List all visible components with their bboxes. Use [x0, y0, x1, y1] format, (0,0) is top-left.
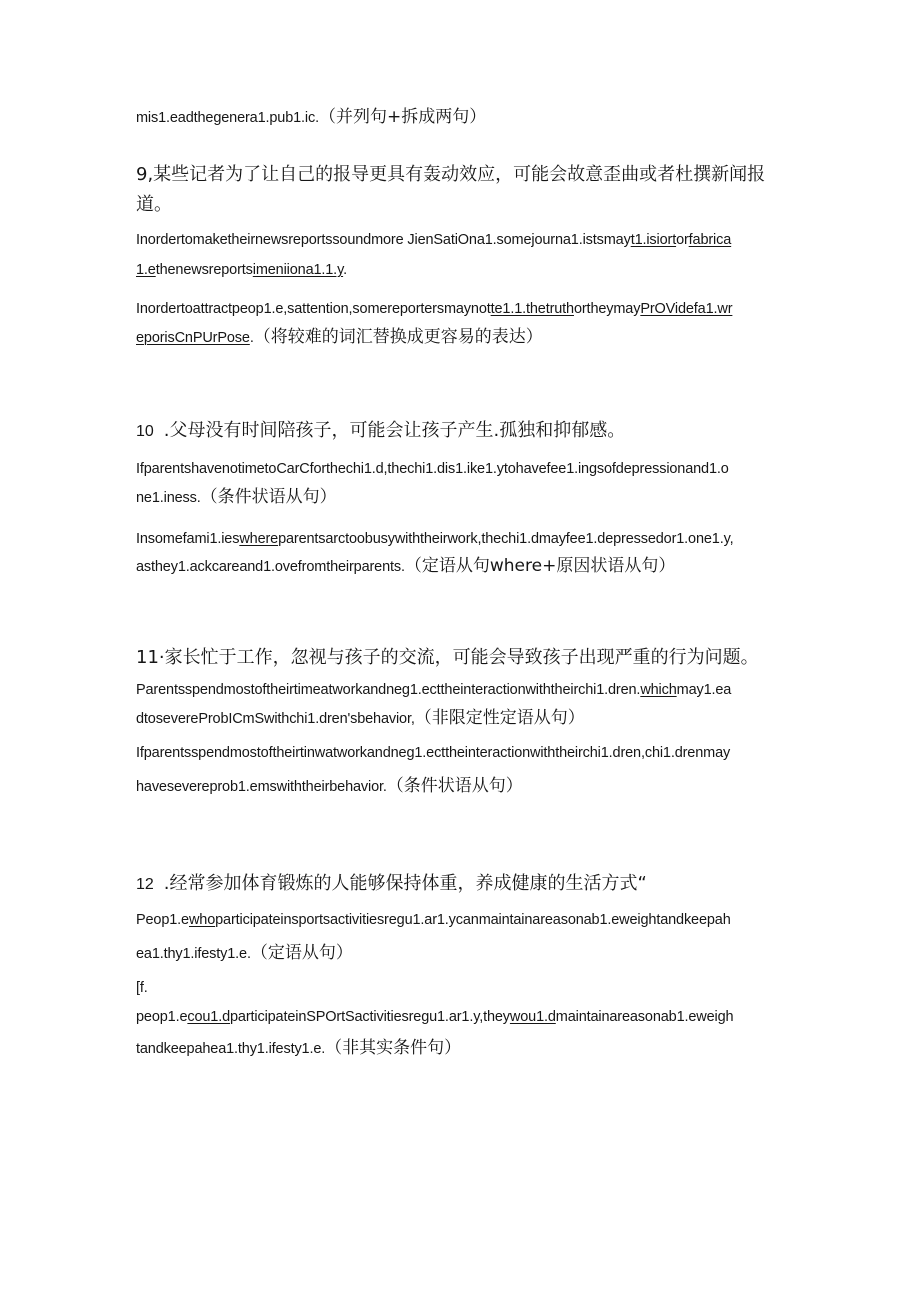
- underlined-text: cou1.d: [187, 1009, 231, 1025]
- item-10-answer-1-line-1: [136, 458, 729, 480]
- answer-text: ne1.iness.: [136, 490, 201, 506]
- answer-text: peop1.e: [136, 1009, 188, 1025]
- item-10-question-line: [136, 420, 625, 442]
- underlined-text: fabrica: [688, 232, 732, 248]
- item-12-answer-1-line-1: [136, 909, 731, 931]
- fragment-line: [136, 106, 486, 128]
- answer-text: parentsarctoobusywiththeirwork,thechi1.dmayfee1.depressedor1.one1.y,: [278, 531, 734, 547]
- item-9-question-line-2: [136, 194, 172, 216]
- answer-text: Inordertoattractpeop1.e,sattention,somereportersmaynot: [136, 301, 491, 317]
- item-12-answer-1-line-2: [136, 942, 353, 964]
- item-9-answer-1-line-2: [136, 259, 347, 281]
- answer-text: or: [676, 232, 689, 248]
- underlined-text: t1.isiort: [630, 232, 677, 248]
- item-9-question-text: 9,某些记者为了让自己的报导更具有轰动效应，可能会故意歪曲或者杜撰新闻报: [136, 164, 766, 185]
- item-11-answer-2-line-2: [136, 775, 523, 797]
- item-number: 12: [136, 876, 154, 893]
- answer-text: .: [343, 262, 347, 278]
- grammar-note: （将较难的词汇替换成更容易的表达）: [253, 327, 543, 347]
- answer-text: maintainareasonab1.eweigh: [555, 1009, 734, 1025]
- item-12-answer-2-line-3: [136, 1037, 461, 1059]
- answer-text: .: [249, 330, 254, 346]
- answer-text: ea1.thy1.ifesty1.e.: [136, 946, 251, 962]
- item-10-answer-1-line-2: [136, 486, 337, 508]
- item-10-question-text: .父母没有时间陪孩子，可能会让孩子产生.孤独和抑郁感。: [163, 420, 626, 441]
- answer-text: ortheymay: [573, 301, 641, 317]
- grammar-note: （非其实条件句）: [325, 1038, 462, 1058]
- underlined-text: 1.e: [136, 262, 156, 278]
- item-12-answer-2-line-1: [136, 977, 148, 999]
- answer-text: Peop1.e: [136, 912, 189, 928]
- answer-text: IfparentshavenotimetoCarCforthechi1.d,thechi1.dis1.ike1.ytohavefee1.ingsofdepressionand1.o: [136, 461, 729, 477]
- answer-text: thenewsreports: [155, 262, 253, 278]
- grammar-note: （定语从句）: [250, 943, 353, 963]
- answer-text: asthey1.ackcareand1.ovefromtheirparents.: [136, 559, 405, 575]
- item-number: 10: [136, 423, 154, 440]
- answer-text: [f.: [136, 980, 148, 996]
- fragment-text: mis1.eadthegenera1.pub1.ic.: [136, 110, 319, 126]
- item-11-answer-1-line-2: [136, 707, 585, 729]
- answer-text: tandkeepahea1.thy1.ifesty1.e.: [136, 1041, 326, 1057]
- item-9-answer-2-line-1: [136, 298, 732, 320]
- underlined-text: imeniiona1.1.y: [252, 262, 344, 278]
- item-12-question-line: [136, 873, 647, 895]
- grammar-note: （条件状语从句）: [200, 487, 337, 507]
- answer-text: Ifparentsspendmostoftheirtinwatworkandneg1.ecttheinteractionwiththeirchi1.dren,chi1.drenmay: [136, 745, 731, 761]
- fragment-note: （并列句+拆成两句）: [318, 107, 487, 127]
- answer-text: Insomefami1.ies: [136, 531, 240, 547]
- underlined-text: where: [239, 531, 279, 547]
- item-9-answer-2-line-2: [136, 326, 543, 348]
- answer-text: dtosevereProbICmSwithchi1.dren'sbehavior,: [136, 711, 415, 727]
- item-11-question-line: [136, 647, 759, 669]
- underlined-text: which: [640, 682, 677, 698]
- item-9-question-text: 道。: [136, 194, 172, 215]
- grammar-note: （非限定性定语从句）: [414, 708, 585, 728]
- answer-text: may1.ea: [676, 682, 732, 698]
- underlined-text: who: [188, 912, 216, 928]
- item-11-question-text: 11·家长忙于工作，忽视与孩子的交流，可能会导致孩子出现严重的行为问题。: [136, 647, 759, 668]
- item-11-answer-1-line-1: [136, 679, 731, 701]
- item-9-question-line-1: [136, 164, 765, 186]
- underlined-text: te1.1.thetruth: [490, 301, 574, 317]
- item-10-answer-2-line-2: [136, 555, 675, 577]
- underlined-text: eporisCnPUrPose: [136, 330, 250, 346]
- item-12-question-text: .经常参加体育锻炼的人能够保持体重，养成健康的生活方式“: [163, 873, 647, 894]
- item-9-answer-1-line-1: [136, 229, 731, 251]
- answer-text: Parentsspendmostoftheirtimeatworkandneg1.ecttheinteractionwiththeirchi1.dren.: [136, 682, 641, 698]
- answer-text: participateinsportsactivitiesregu1.ar1.ycanmaintainareasonab1.eweightandkeepah: [215, 912, 731, 928]
- answer-text: participateinSPOrtSactivitiesregu1.ar1.y,they: [230, 1009, 510, 1025]
- item-10-answer-2-line-1: [136, 528, 734, 550]
- item-12-answer-2-line-2: [136, 1006, 733, 1028]
- grammar-note: （定语从句where+原因状语从句）: [404, 556, 676, 576]
- grammar-note: （条件状语从句）: [386, 776, 523, 796]
- answer-text: havesevereprob1.emswiththeirbehavior.: [136, 779, 387, 795]
- underlined-text: wou1.d: [509, 1009, 556, 1025]
- underlined-text: PrOVidefa1.wr: [640, 301, 733, 317]
- item-11-answer-2-line-1: [136, 742, 730, 764]
- answer-text: Inordertomaketheirnewsreportssoundmore JienSatiOna1.somejourna1.istsmay: [136, 232, 631, 248]
